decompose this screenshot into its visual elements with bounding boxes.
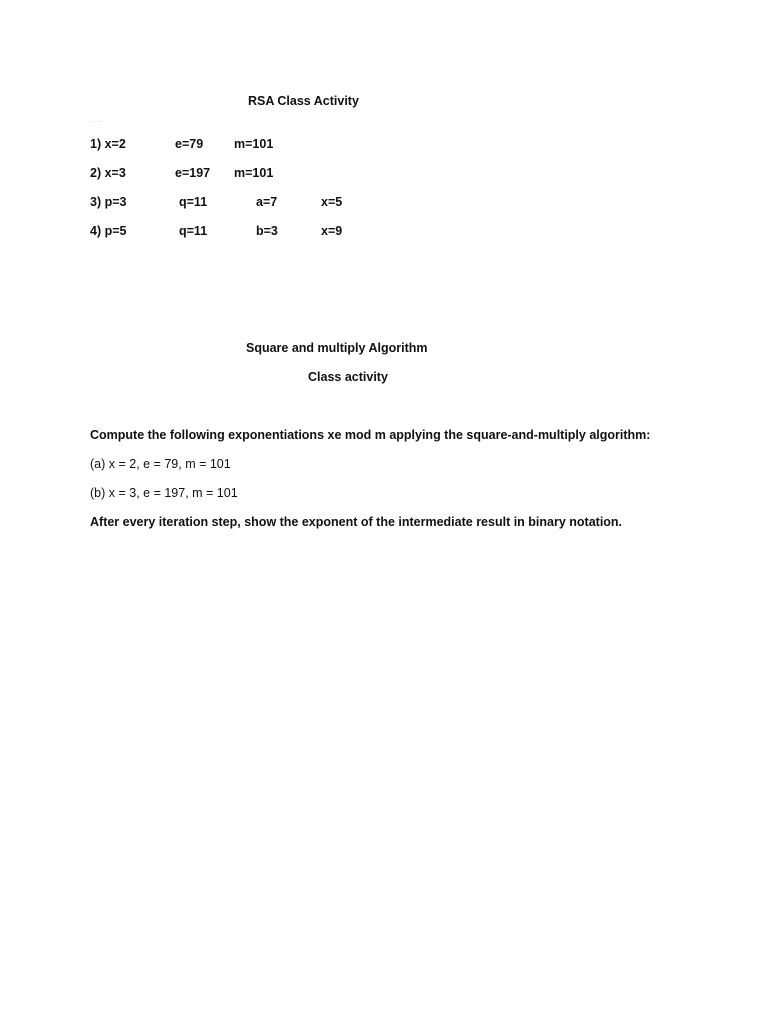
row-1-x: 1) x=2 <box>90 137 126 151</box>
exercise-b: (b) x = 3, e = 197, m = 101 <box>90 486 238 500</box>
rsa-row-2 <box>0 165 768 181</box>
rsa-row-4 <box>0 223 768 239</box>
row-3-p: 3) p=3 <box>90 195 127 209</box>
row-3-a: a=7 <box>256 195 278 209</box>
class-activity-subtitle: Class activity <box>308 370 388 384</box>
row-4-b: b=3 <box>256 224 278 238</box>
row-1-e: e=79 <box>175 137 204 151</box>
instruction-text: Compute the following exponentiations xe mod m applying the square-and-multiply algorithm: <box>90 428 651 442</box>
dotted-mark: ...... <box>90 118 104 124</box>
rsa-activity-title: RSA Class Activity <box>248 94 359 108</box>
row-2-e: e=197 <box>175 166 211 180</box>
row-1-m: m=101 <box>234 137 274 151</box>
rsa-row-3 <box>0 194 768 210</box>
row-2-m: m=101 <box>234 166 274 180</box>
row-4-p: 4) p=5 <box>90 224 127 238</box>
row-2-x: 2) x=3 <box>90 166 126 180</box>
square-multiply-title: Square and multiply Algorithm <box>246 341 428 355</box>
rsa-row-1 <box>0 136 768 152</box>
row-4-q: q=11 <box>179 224 208 238</box>
row-3-q: q=11 <box>179 195 208 209</box>
exercise-a: (a) x = 2, e = 79, m = 101 <box>90 457 231 471</box>
row-4-x: x=9 <box>321 224 343 238</box>
row-3-x: x=5 <box>321 195 343 209</box>
after-instruction-text: After every iteration step, show the exponent of the intermediate result in binary notation. <box>90 515 623 529</box>
